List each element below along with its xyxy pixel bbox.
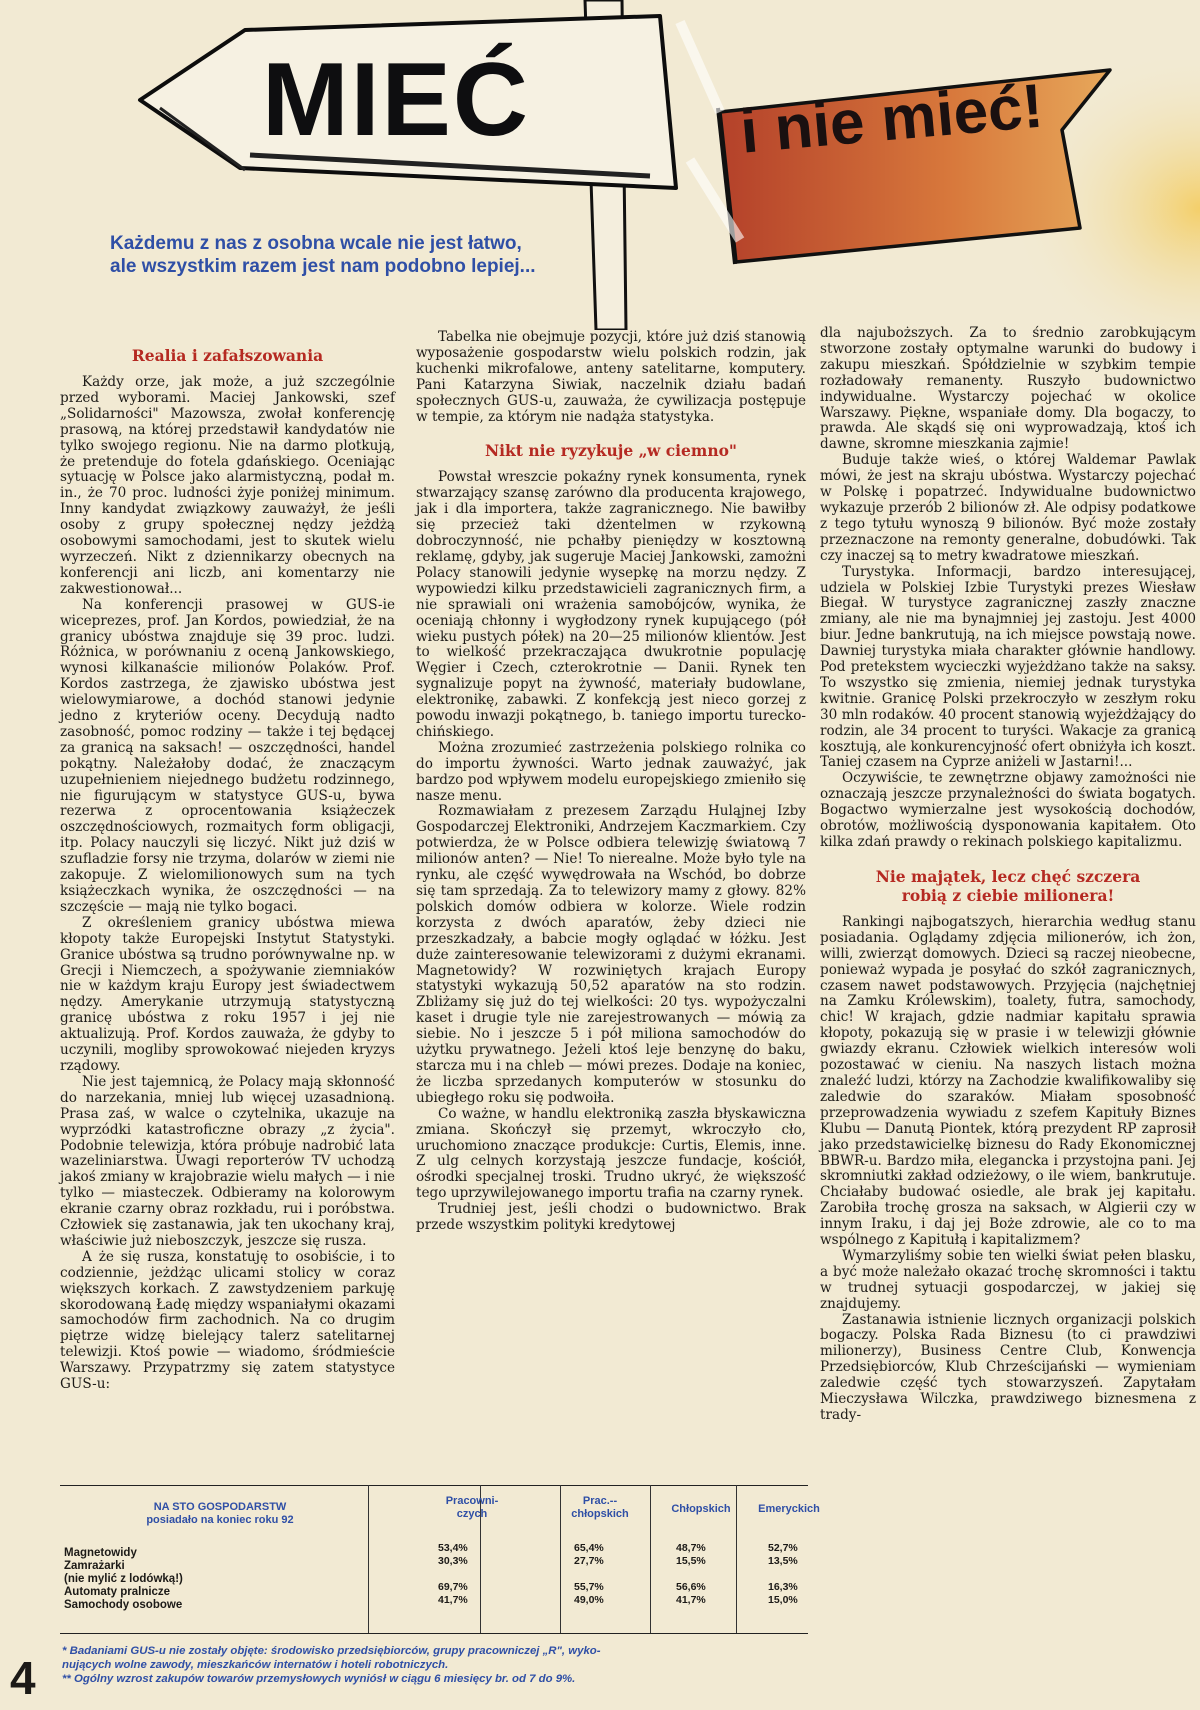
section-heading-realia: Realia i zafałszowania xyxy=(131,346,324,365)
table-rule-bottom xyxy=(60,1633,808,1634)
paragraph: Zastanawia istnienie licznych organizacji polskich bogaczy. Polska Rada Biznesu (to ci prawdziwi milionerzy), Business Centre Club, Konwencja Przedsiębiorców, Klub Chrześcijański — wymieniam zaledwie część tych stowarzyszeń. Zapytałam Mieczysława Wilczka, prawdziwego biznesmena z trady- xyxy=(820,1311,1196,1423)
section-heading-milioner xyxy=(820,867,1196,905)
paragraph: Można zrozumieć zastrzeżenia polskiego rolnika co do importu żywności. Warto jednak zauważyć, jak bardzo pod wpływem modelu europejskiego zmieniło się nasze menu. xyxy=(416,739,806,804)
paragraph: Nie jest tajemnicą, że Polacy mają skłonność do narzekania, mniej lub więcej uzasadnioną. Prasa zaś, w walce o czytelnika, ukazuje na wyprzódki katastroficzne obrazy „z życia". Podobnie telewizja, która próbuje nadrobić lata wazeliniarstwa. Uwagi reporterów TV uchodzą jakoś zmiany w krajobrazie wielu małych — i nie tylko — miasteczek. Odbieramy na kolorowym ekranie czarny obraz rozkładu, rui i poróbstwa. Człowiek się zastanawia, jak ten ukochany kraj, właściwie już nieboszczyk, jeszcze się rusza. xyxy=(60,1073,395,1249)
signpost-illustration xyxy=(0,0,1200,330)
lead-line-1: Każdemu z nas z osobna wcale nie jest łatwo, xyxy=(110,233,522,254)
table-cell: 53,4% xyxy=(438,1542,468,1554)
table-cell: 52,7% xyxy=(768,1542,798,1554)
paragraph: A że się rusza, konstatuję to osobiście, i to codziennie, jeżdżąc ulicami stolicy w coraz większych korkach. Z zawstydzeniem parkuję skorodowaną Ładę między wspaniałymi okazami samochodów firm zachodnich. Na co drugim piętrze widzę bielejący talerz satelitarnej telewizji. Ktoś powie — wiadomo, śródmieście Warszawy. Przypatrzmy się zatem statystyce GUS-u: xyxy=(60,1248,395,1393)
section-heading-nikt: Nikt nie ryzykuje „w ciemno" xyxy=(485,441,737,461)
table-row-label: Zamrażarki xyxy=(64,1560,125,1572)
footnote-line-2: nujących wolne zawody, mieszkańców internatów i hoteli robotniczych. xyxy=(62,1659,449,1671)
page-header xyxy=(0,0,1200,330)
paragraph: Wymarzyliśmy sobie ten wielki świat pełen blasku, a być może należało okazać trochę skromności i taktu w trudnej sytuacji gospodarczej, w jakiej się znajdujemy. xyxy=(820,1247,1196,1312)
table-row-label: Automaty pralnicze xyxy=(64,1586,171,1598)
paragraph: dla najuboższych. Za to średnio zarobkującym stworzone zostały optymalne warunki do budowy i zakupu mieszkań. Spółdzielnie w szybkim tempie rozładowały remanenty. Ruszyło budownictwo indywidualne. Wystarczy pojechać w okolice Warszawy. Piękne, wspaniałe domy. Dla bogaczy, to prawda. Ale skądś się oni wyprowadzają, ktoś ich dawne, skromne mieszkania zajmie! xyxy=(820,325,1196,453)
paragraph: Turystyka. Informacji, bardzo interesującej, udziela w Polskiej Izbie Turystyki prezes Wiesław Biegał. W turystyce zagranicznej zaszły znaczne zmiany, ale nie ma bynajmniej jej zastoju. Jest 4000 biur. Jedne bankrutują, na ich miejsce powstają nowe. Dawniej turystyka miała charakter głównie handlowy. Pod pretekstem wycieczki wyjeżdżano także na saksy. To wszystko się zmienia, niemiej jednak turystyka kwitnie. Granicę Polski przekroczyło w zeszłym roku 30 mln rodaków. 40 procent stanowią wyjeżdżający do rodzin, ale 34 procent to turyści. Wakacje za granicą kosztują, ale konkurencyjność ofert obniżyła ich koszt. Taniej czasem na Cyprze aniżeli w Jastarni!... xyxy=(820,563,1196,771)
page-number: 4 xyxy=(10,1652,36,1704)
paragraph: Rozmawiałam z prezesem Zarządu Huląjnej Izby Gospodarczej Elektroniki, Andrzejem Kaczmarkiem. Czy potwierdza, że w Polsce odbiera telewizję światową 7 milionów anten? — Nie! To nierealne. Może było tyle na rynku, ale część wywędrowała na Wschód, bo dobrze się tam sprzedają. Za to telewizory mamy z głowy. 82% polskich domów odbiera w kolorze. Wiele rodzin korzysta z dwóch aparatów, żeby dzieci nie przeszkadzały, a babcie mogły oglądać w łóżku. Jest duże zainteresowanie telewizorami z dużymi ekranami. Magnetowidy? W rozwiniętych krajach Europy statystyki wykazują 50,52 aparatów na sto rodzin. Zbliżamy się już do tej wielkości: 20 tys. wypożyczalni kaset i drugie tyle nie zarejestrowanych — mówią za siebie. No i jeszcze 5 i pół miliona samochodów do użytku prywatnego. Jeżeli ktoś leje benzynę do baku, starcza mu i na chleb — mówi prezes. Dodaje na koniec, że liczba sprzedanych komputerów w stosunku do ubiegłego roku się podwoiła. xyxy=(416,803,806,1106)
table-cell: 55,7% xyxy=(574,1581,604,1593)
paragraph: Co ważne, w handlu elektroniką zaszła błyskawiczna zmiana. Skończył się przemyt, wkroczyło cło, uruchomiono znaczące produkcje: Curtis, Elemis, inne. Z ulg celnych korzystają jeszcze fundacje, kościół, ośrodki specjalnej troski. Trudno ukryć, że większość tego uprzywilejowanego importu trafia na czarny rynek. xyxy=(416,1105,806,1202)
table-title-line-2: posiadało na koniec roku 92 xyxy=(146,1514,294,1526)
table-title xyxy=(80,1501,360,1527)
table-footnotes xyxy=(62,1644,808,1686)
paragraph: Tabelka nie obejmuje pozycji, które już dziś stanowią wyposażenie gospodarstw wielu polskich rodzin, jak kuchenki mikrofalowe, anteny satelitarne, komputery. Pani Katarzyna Siwiak, naczelnik działu badań społecznych GUS-u, zauważa, że cywilizacja postępuje w tempie, za którym nie nadąża statystyka. xyxy=(416,329,806,425)
heading-line-1: Nie majątek, lecz chęć szczera xyxy=(875,866,1141,886)
title-sub: i nie mieć! xyxy=(737,71,1046,167)
paragraph: Na konferencji prasowej w GUS-ie wiceprezes, prof. Jan Kordos, powiedział, że na granicy ubóstwa znajduje się 39 proc. ludzi. Różnica, w porównaniu z oceną Jankowskiego, wynosi kilkanaście milionów Polaków. Prof. Kordos zastrzega, że zjawisko ubóstwa jest wielowymiarowe, a dochód stanowi jedynie jedno z kryteriów oceny. Decydują nadto zasobność, pomoc rodziny — także i tej będącej za granicą na saksach! — oszczędności, handel pokątny. Należałoby dodać, że znaczącym uzupełnieniem niejednego budżetu rodzinnego, nie figurującym w statystyce GUS-u, bywa rezerwa z oprocentowania książeczek oszczędnościowych, rozmaitych form obligacji, itp. Polacy nauczyli się liczyć. Nikt już dziś w szufladzie forsy nie trzyma, dolarów w ziemi nie zakopuje. Z wielomilionowych sum na tych książeczkach wynika, że oszczędności — na szczęście — mają nie tylko bogaci. xyxy=(60,596,395,915)
table-row-label: Samochody osobowe xyxy=(64,1599,183,1611)
column-header-chlopskich: Chłopskich xyxy=(671,1503,731,1515)
table-row-label: (nie mylić z lodówką!) xyxy=(64,1573,183,1585)
table-cell: 15,5% xyxy=(676,1555,706,1567)
table-cell: 56,6% xyxy=(676,1581,706,1593)
column-1 xyxy=(60,340,395,1393)
table-cell: 41,7% xyxy=(676,1594,706,1606)
paragraph: Każdy orze, jak może, a już szczególnie przed wyborami. Maciej Jankowski, szef „Solidarności" Mazowsza, zwołał konferencję prasową, na której przedstawił kandydatów nie tylko swojego regionu. Nie na darmo plotkują, że pretenduje do fotela gdańskiego. Oceniając sytuację w Polsce jako alarmistyczną, podał m. in., że 70 proc. ludności żyje poniżej minimum. Inny kandydat związkowy zauważył, że jeśli osoby z grupy społecznej nędzy jeżdżą osobowymi samochodami, jest to skutek wielu wyrzeczeń. Nikt z dziennikarzy obecnych na konferencji ani liczb, ani komentarzy nie zakwestionował... xyxy=(60,374,395,597)
footnote-line-3: ** Ogólny wzrost zakupów towarów przemysłowych wyniósł w ciągu 6 miesięcy br. od 7 do 9%. xyxy=(62,1673,576,1685)
paragraph: Buduje także wieś, o której Waldemar Pawlak mówi, że jest na skraju ubóstwa. Wystarczy pojechać w Polskę i popatrzeć. Indywidualne budownictwo wykazuje przerób 2 bilionów zł. Ale odpisy podatkowe z tego tytułu wynoszą 9 bilionów. Być może zostały przeznaczone na remonty generalne, dobudówki. Tak czy inaczej są to metry kwadratowe mieszkań. xyxy=(820,452,1196,564)
table-cell: 16,3% xyxy=(768,1581,798,1593)
lead-text xyxy=(110,232,670,278)
column-header-pracowniczych: Pracowni-czych xyxy=(445,1495,499,1520)
table-divider xyxy=(650,1485,651,1633)
table-title-line-1: NA STO GOSPODARSTW xyxy=(153,1501,287,1513)
paragraph: Trudniej jest, jeśli chodzi o budownictwo. Brak przede wszystkim polityki kredytowej xyxy=(416,1201,806,1234)
table-rule-top xyxy=(60,1485,808,1486)
column-2 xyxy=(416,330,806,1234)
heading-line-2: robią z ciebie milionera! xyxy=(901,885,1115,905)
table-cell: 48,7% xyxy=(676,1542,706,1554)
paragraph: Oczywiście, te zewnętrzne objawy zamożności nie oznaczają jeszcze przynależności do świata bogatych. Bogactwo wymierzalne jest wysokością dochodów, obrotów, możliwością dysponowania kapitałem. Oto kilka zdań prawdy o rekinach polskiego kapitalizmu. xyxy=(820,770,1196,850)
table-cell: 49,0% xyxy=(574,1594,604,1606)
column-header-prac-chlopskich: Prac.--chłopskich xyxy=(571,1495,629,1520)
table-divider xyxy=(368,1485,369,1633)
column-3 xyxy=(820,326,1196,1424)
footnote-line-1: * Badaniami GUS-u nie zostały objęte: środowisko przedsiębiorców, grupy pracowniczej „R", wyko- xyxy=(62,1645,601,1657)
table-cell: 13,5% xyxy=(768,1555,798,1567)
table-cell: 27,7% xyxy=(574,1555,604,1567)
table-cell: 41,7% xyxy=(438,1594,468,1606)
column-header-emeryckich: Emeryckich xyxy=(758,1503,820,1515)
table-cell: 15,0% xyxy=(768,1594,798,1606)
lead-line-2: ale wszystkim razem jest nam podobno lepiej... xyxy=(110,256,536,277)
table-row-label: Magnetowidy xyxy=(64,1547,137,1559)
table-cell: 69,7% xyxy=(438,1581,468,1593)
title-main: MIEĆ xyxy=(262,42,530,158)
paragraph: Powstał wreszcie pokaźny rynek konsumenta, rynek stwarzający szansę zarówno dla producenta krajowego, jak i dla importera, także zagranicznego. Nie bawiłby się przecież taki dżentelmen w rzykowną dobroczynność, nie pchałby pieniędzy w kosztowną reklamę, gdyby, jak sugeruje Maciej Jankowski, zamożni Polacy stanowili jedynie wysepkę na morzu nędzy. Z wypowiedzi kilku przedstawicieli zagranicznych firm, a nie sprawiali oni wrażenia samobójców, wynika, że oceniają chłonny i wygłodzony rynek kupującego (pół wieku pustych półek) na 20—25 milionów klientów. Jest to wielkość przekraczająca dwukrotnie populację Węgier i Czech, czterokrotnie — Danii. Rynek ten sygnalizuje popyt na żywność, materiały budowlane, elektronikę, zabawki. Z konfekcją jest nieco gorzej z powodu inwazji pokątnego, b. taniego importu turecko-chińskiego. xyxy=(416,469,806,740)
table-cell: 65,4% xyxy=(574,1542,604,1554)
paragraph: Rankingi najbogatszych, hierarchia według stanu posiadania. Oglądamy zdjęcia milionerów, ich żon, willi, zwierząt domowych. Dzieci są raczej nieobecne, ponieważ wypada je posyłać do szkół zagranicznych, czasem nawet podstawowych. Przyjęcia (najchętniej na Zamku Królewskim), toalety, futra, samochody, chic! W krajach, gdzie nadmiar kapitału sprawia kłopoty, pokazują się w prasie i w telewizji głównie gwiazdy ekranu. Człowiek wielkich interesów woli pozostawać w cieniu. Na naszych listach można znaleźć ludzi, którzy na Zachodzie kwalifikowaliby się zaledwie do szaraków. Miałam sposobność przeprowadzenia wywiadu z szefem Kapituły Biznes Klubu — Danutą Piontek, którą prezydent RP zaprosił jako przedstawicielkę biznesu do Rady Ekonomicznej BBWR-u. Bardzo miła, elegancka i przystojna pani. Jej skromniutki zakład odzieżowy, o ile wiem, bankrutuje. Chciałaby budować osiedle, ale brak jej kapitału. Zarobiła trochę grosza na saksach, w Algierii czy w innym Iraku, i daj jej Boże zdrowie, ale co to ma wspólnego z Kapitułą i kapitalizmem? xyxy=(820,913,1196,1249)
paragraph: Z określeniem granicy ubóstwa miewa kłopoty także Europejski Instytut Statystyki. Granice ubóstwa są trudno porównywalne np. w Grecji i Niemczech, a spożywanie ziemniaków nie w każdym kraju Europy jest świadectwem nędzy. Amerykanie utrzymują statystyczną granicę ubóstwa z roku 1957 i jej nie aktualizują. Prof. Kordos zauważa, że gdyby to uczynili, mogliby sprowokować niejeden kryzys rządowy. xyxy=(60,914,395,1074)
table-cell: 30,3% xyxy=(438,1555,468,1567)
